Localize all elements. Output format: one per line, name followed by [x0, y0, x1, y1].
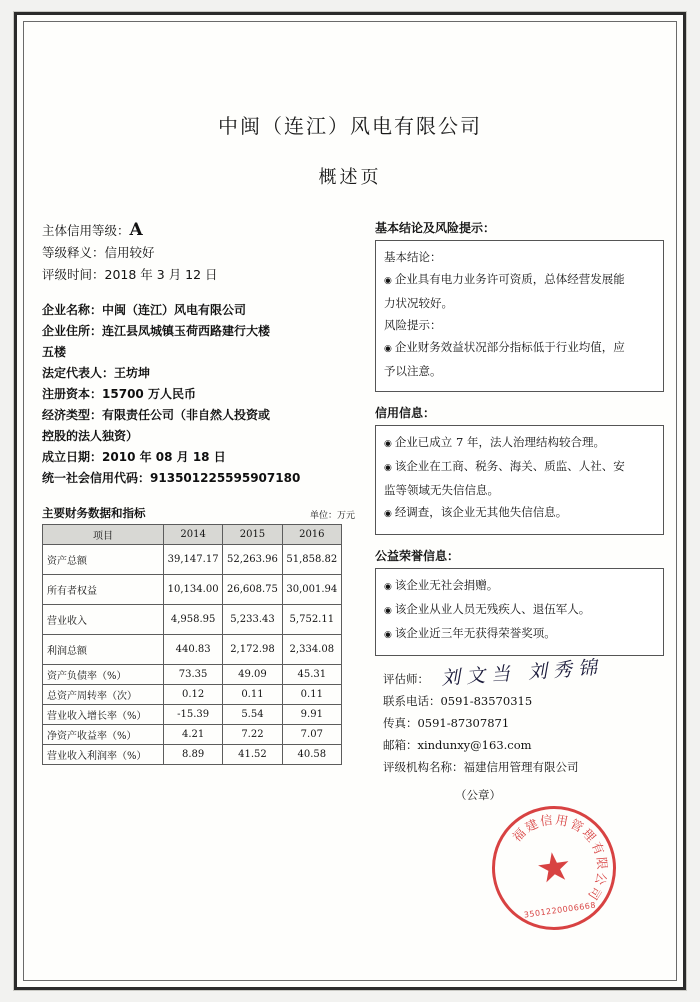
grade-row — [42, 219, 361, 242]
company-address-label: 企业住所： — [42, 324, 103, 338]
credit-code-value: 913501225595907180 — [150, 471, 301, 485]
row-value: 440.83 — [163, 635, 222, 665]
founded-value: 2010 年 08 月 18 日 — [102, 450, 226, 464]
document-title: 中闽（连江）风电有限公司 — [218, 114, 482, 138]
row-value: 51,858.82 — [282, 545, 341, 575]
registered-capital-value: 15700 万人民币 — [102, 387, 196, 401]
grade-label: 主体信用等级： — [42, 223, 130, 238]
signature-area — [375, 656, 664, 806]
fax-label: 传真： — [382, 716, 418, 730]
legal-rep-row — [42, 363, 361, 384]
row-label: 资产负债率（%） — [43, 665, 164, 685]
row-value: 39,147.17 — [163, 545, 222, 575]
right-column — [375, 219, 664, 806]
company-info-block — [42, 300, 361, 489]
agency-row — [383, 756, 664, 778]
conclusion-item-1b: 力状况较好。 — [383, 296, 453, 310]
honor-info-item-3: ◉ 该企业近三年无获得荣誉奖项。 — [384, 623, 655, 645]
company-name-row — [42, 300, 361, 321]
conclusion-item-2: ◉ 企业财务效益状况部分指标低于行业均值，应 — [384, 337, 655, 359]
row-value: 4,958.95 — [163, 605, 222, 635]
row-value: 0.11 — [223, 685, 282, 705]
row-label: 营业收入利润率（%） — [43, 745, 164, 765]
credit-info-body — [376, 426, 663, 534]
col-2015: 2015 — [223, 525, 282, 545]
rating-date-value: 2018 年 3 月 12 日 — [104, 267, 218, 282]
row-value: 5,752.11 — [282, 605, 341, 635]
econ-type-row-2: 控股的法人独资） — [42, 429, 139, 443]
row-value: 52,263.96 — [223, 545, 282, 575]
table-row — [43, 665, 342, 685]
table-row — [43, 635, 342, 665]
table-row — [43, 745, 342, 765]
company-address-value: 连江县凤城镇玉荷西路建行大楼 — [102, 324, 271, 338]
row-value: 5.54 — [223, 705, 282, 725]
financial-table — [42, 524, 342, 765]
founded-label: 成立日期： — [42, 450, 103, 464]
table-row — [43, 725, 342, 745]
col-2014: 2014 — [163, 525, 222, 545]
honor-info-body — [376, 569, 663, 655]
registered-capital-label: 注册资本： — [42, 387, 103, 401]
seal-ring-label: 福建信用管理有限公司 — [509, 812, 610, 904]
financial-title: 主要财务数据和指标 — [42, 506, 146, 520]
meaning-value: 信用较好 — [104, 245, 155, 260]
honor-info-panel — [375, 568, 664, 656]
conclusion-item-2b: 予以注意。 — [383, 364, 442, 378]
meaning-label: 等级释义： — [42, 245, 105, 260]
credit-info-heading: 信用信息： — [374, 406, 435, 420]
financial-title-row — [42, 505, 361, 521]
row-value: 8.89 — [163, 745, 222, 765]
conclusion-body — [376, 241, 663, 391]
row-value: 49.09 — [223, 665, 282, 685]
appraiser-label: 评估师： — [382, 672, 429, 686]
rating-date-row — [42, 264, 361, 286]
row-value: 10,134.00 — [163, 575, 222, 605]
seal-star-icon: ★ — [533, 842, 575, 894]
econ-type-value: 有限责任公司（非自然人投资或 — [102, 408, 271, 422]
honor-info-item-2: ◉ 该企业从业人员无残疾人、退伍军人。 — [384, 599, 655, 621]
row-value: 26,608.75 — [223, 575, 282, 605]
credit-info-item-3-prefix: 经调查， — [394, 505, 441, 519]
credit-code-row — [42, 468, 361, 489]
credit-info-item-2: ◉ 该企业在工商、税务、海关、质监、人社、安 — [384, 456, 655, 478]
honor-info-item-1: ◉ 该企业无社会捐赠。 — [384, 575, 655, 597]
email-row — [383, 734, 664, 756]
row-value: 0.12 — [163, 685, 222, 705]
honor-info-heading: 公益荣誉信息： — [374, 549, 459, 563]
left-column — [42, 219, 361, 806]
founded-row — [42, 447, 361, 468]
email-label: 邮箱： — [382, 738, 418, 752]
row-label: 利润总额 — [43, 635, 164, 665]
title-block — [24, 110, 676, 189]
row-label: 营业收入增长率（%） — [43, 705, 164, 725]
row-value: 5,233.43 — [223, 605, 282, 635]
fax-row — [383, 712, 664, 734]
table-row — [43, 685, 342, 705]
seal-code: 3501220006668 — [523, 900, 597, 920]
row-value: 2,334.08 — [282, 635, 341, 665]
registered-capital-row — [42, 384, 361, 405]
conclusion-sub-2: 风险提示： — [383, 318, 442, 332]
appraiser-signature: 刘文当 刘秀锦 — [440, 656, 604, 690]
credit-info-panel — [375, 425, 664, 535]
conclusion-heading: 基本结论及风险提示： — [374, 221, 495, 235]
econ-type-label: 经济类型： — [42, 408, 103, 422]
conclusion-sub-1: 基本结论： — [383, 250, 442, 264]
table-row — [43, 575, 342, 605]
rating-date-label: 评级时间： — [42, 267, 105, 282]
credit-info-item-3-text: 该企业无其他失信信息。 — [440, 505, 568, 519]
phone-row — [383, 690, 664, 712]
company-name-value: 中闽（连江）风电有限公司 — [102, 303, 247, 317]
row-label: 营业收入 — [43, 605, 164, 635]
econ-type-row — [42, 405, 361, 426]
table-row — [43, 545, 342, 575]
row-value: 45.31 — [282, 665, 341, 685]
email-value: xindunxy@163.com — [417, 738, 532, 752]
table-row — [43, 605, 342, 635]
credit-info-item-1: ◉ 企业已成立 7 年，法人治理结构较合理。 — [384, 432, 655, 454]
row-value: 73.35 — [163, 665, 222, 685]
legal-rep-label: 法定代表人： — [42, 366, 115, 380]
table-row — [43, 705, 342, 725]
document-subtitle: 概述页 — [318, 167, 382, 188]
row-value: 30,001.94 — [282, 575, 341, 605]
col-2016: 2016 — [282, 525, 341, 545]
table-header-row — [43, 525, 342, 545]
credit-info-item-2-cont: 监等领域无失信信息。 — [383, 483, 499, 497]
row-value: 7.07 — [282, 725, 341, 745]
row-value: 41.52 — [223, 745, 282, 765]
financial-unit: 单位：万元 — [309, 511, 355, 521]
row-label: 总资产周转率（次） — [43, 685, 164, 705]
row-value: 2,172.98 — [223, 635, 282, 665]
body-columns — [24, 219, 676, 806]
row-label: 所有者权益 — [43, 575, 164, 605]
seal-note: （公章） — [454, 788, 501, 802]
row-label: 净资产收益率（%） — [43, 725, 164, 745]
credit-info-item-3 — [384, 502, 655, 524]
fax-value: 0591-87307871 — [417, 716, 510, 730]
row-value: 9.91 — [282, 705, 341, 725]
row-value: -15.39 — [163, 705, 222, 725]
phone-value: 0591-83570315 — [440, 694, 533, 708]
agency-value: 福建信用管理有限公司 — [463, 760, 579, 774]
company-seal-stamp — [484, 798, 624, 938]
grade-value: A — [129, 220, 143, 240]
company-address-row — [42, 321, 361, 342]
company-address-row-2: 五楼 — [42, 345, 67, 359]
company-name-label: 企业名称： — [42, 303, 103, 317]
row-value: 4.21 — [163, 725, 222, 745]
meaning-row — [42, 242, 361, 264]
col-item: 项目 — [43, 525, 164, 545]
conclusion-item-1: ◉ 企业具有电力业务许可资质，总体经营发展能 — [384, 269, 655, 291]
agency-label: 评级机构名称： — [382, 760, 464, 774]
row-value: 40.58 — [282, 745, 341, 765]
row-label: 资产总额 — [43, 545, 164, 575]
financial-table-body — [43, 545, 342, 765]
conclusion-panel — [375, 240, 664, 392]
credit-code-label: 统一社会信用代码： — [42, 471, 151, 485]
row-value: 0.11 — [282, 685, 341, 705]
legal-rep-value: 王坊坤 — [114, 366, 151, 380]
row-value: 7.22 — [223, 725, 282, 745]
phone-label: 联系电话： — [382, 694, 441, 708]
